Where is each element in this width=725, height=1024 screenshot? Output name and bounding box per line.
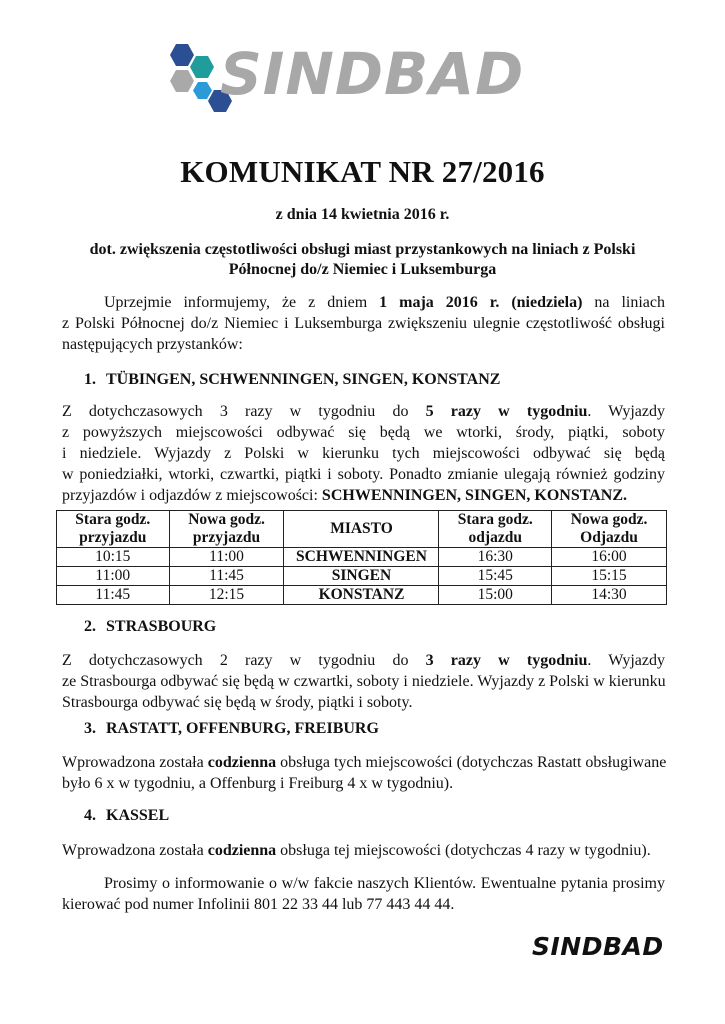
- subject-line-2: Północnej do/z Niemiec i Luksemburga: [228, 261, 497, 278]
- section-3-paragraph: [62, 752, 665, 794]
- intro-line-3: następujących przystanków:: [62, 336, 243, 353]
- table-header-row: [57, 511, 667, 548]
- closing-line-2: kierować pod numer Infolinii 801 22 33 44 lub 77 443 44 44.: [62, 896, 455, 913]
- closing-line-1: Prosimy o informowanie o w/w fakcie naszych Klientów. Ewentualne pytania prosimy: [104, 875, 665, 892]
- section-2-line-2: ze Strasbourga odbywać się będą w czwartki, soboty i niedziele. Wyjazdy z Polski w kierunku: [62, 673, 666, 690]
- cell-new-arrival: 11:45: [169, 567, 284, 586]
- document-subject: [60, 240, 665, 280]
- cell-new-departure: 14:30: [552, 586, 667, 605]
- cell-old-arrival: 11:45: [57, 586, 170, 605]
- cell-city: SINGEN: [284, 567, 439, 586]
- cell-new-departure: 16:00: [552, 548, 667, 567]
- intro-paragraph: [62, 292, 665, 355]
- cell-city: KONSTANZ: [284, 586, 439, 605]
- closing-paragraph: [62, 873, 665, 915]
- section-4-paragraph: [62, 840, 665, 861]
- header-city: MIASTO: [284, 511, 439, 548]
- header-new-departure: Nowa godz. Odjazdu: [552, 511, 667, 548]
- hexagon-gray-icon: [170, 70, 194, 92]
- cell-city: SCHWENNINGEN: [284, 548, 439, 567]
- section-2-line-3: Strasbourga odbywać się będą w środy, piątki i soboty.: [62, 694, 413, 711]
- section-4-line-1: Wprowadzona została codzienna obsługa tej miejscowości (dotychczas 4 razy w tygodniu).: [62, 842, 651, 859]
- footer-logo: SINDBAD: [532, 932, 664, 961]
- section-2-heading: 2. STRASBOURG: [84, 618, 217, 635]
- header-old-departure: Stara godz. odjazdu: [439, 511, 552, 548]
- subject-line-1: dot. zwiększenia częstotliwości obsługi miast przystankowych na liniach z Polski: [89, 241, 636, 258]
- header-new-arrival: Nowa godz. przyjazdu: [169, 511, 284, 548]
- intro-line-2: z Polski Północnej do/z Niemiec i Luksemburga zwiększeniu ulegnie częstotliwość obsługi: [62, 315, 665, 332]
- hexagon-light-blue-icon: [193, 82, 212, 99]
- sindbad-logo: [162, 40, 525, 118]
- cell-old-arrival: 11:00: [57, 567, 170, 586]
- section-4-heading: 4. KASSEL: [84, 807, 170, 824]
- section-3-line-1: Wprowadzona została codzienna obsługa tych miejscowości (dotychczas Rastatt obsługiwane: [62, 754, 667, 771]
- cell-old-departure: 15:45: [439, 567, 552, 586]
- section-1-line-4: w poniedziałki, wtorki, czwartki, piątki i soboty. Ponadto zmianie ulegają również godziny: [62, 466, 665, 483]
- section-1-line-2: z powyższych miejscowości odbywać się będą we wtorki, środy, piątki, soboty: [62, 424, 665, 441]
- hexagon-teal-icon: [190, 56, 214, 78]
- section-1-line-3: i niedziele. Wyjazdy z Polski w kierunku tych miejscowości odbywać się będą: [62, 445, 665, 462]
- cell-new-arrival: 12:15: [169, 586, 284, 605]
- page-title: KOMUNIKAT NR 27/2016: [180, 154, 545, 189]
- table-row: [57, 586, 667, 605]
- intro-line-1: Uprzejmie informujemy, że z dniem 1 maja 2016 r. (niedziela) na liniach: [104, 294, 666, 311]
- cell-new-departure: 15:15: [552, 567, 667, 586]
- section-1-line-1: Z dotychczasowych 3 razy w tygodniu do 5 razy w tygodniu. Wyjazdy: [62, 403, 666, 420]
- cell-new-arrival: 11:00: [169, 548, 284, 567]
- document-date: z dnia 14 kwietnia 2016 r.: [275, 206, 450, 223]
- schedule-table: [56, 510, 667, 605]
- section-3-heading: 3. RASTATT, OFFENBURG, FREIBURG: [84, 720, 379, 737]
- table-row: [57, 567, 667, 586]
- section-3-line-2: było 6 x w tygodniu, a Offenburg i Freiburg 4 x w tygodniu).: [62, 775, 454, 792]
- section-2-line-1: Z dotychczasowych 2 razy w tygodniu do 3 razy w tygodniu. Wyjazdy: [62, 652, 666, 669]
- cell-old-arrival: 10:15: [57, 548, 170, 567]
- section-1-paragraph: [62, 401, 665, 506]
- section-1-line-5: przyjazdów i odjazdów z miejscowości: SCHWENNINGEN, SINGEN, KONSTANZ.: [62, 487, 628, 504]
- hexagon-dark-blue-icon: [170, 44, 194, 66]
- cell-old-departure: 15:00: [439, 586, 552, 605]
- cell-old-departure: 16:30: [439, 548, 552, 567]
- section-1-heading: 1. TÜBINGEN, SCHWENNINGEN, SINGEN, KONSTANZ: [84, 371, 501, 388]
- logo-wordmark: SINDBAD: [220, 40, 525, 108]
- table-row: [57, 548, 667, 567]
- section-2-paragraph: [62, 650, 665, 713]
- header-old-arrival: Stara godz. przyjazdu: [57, 511, 170, 548]
